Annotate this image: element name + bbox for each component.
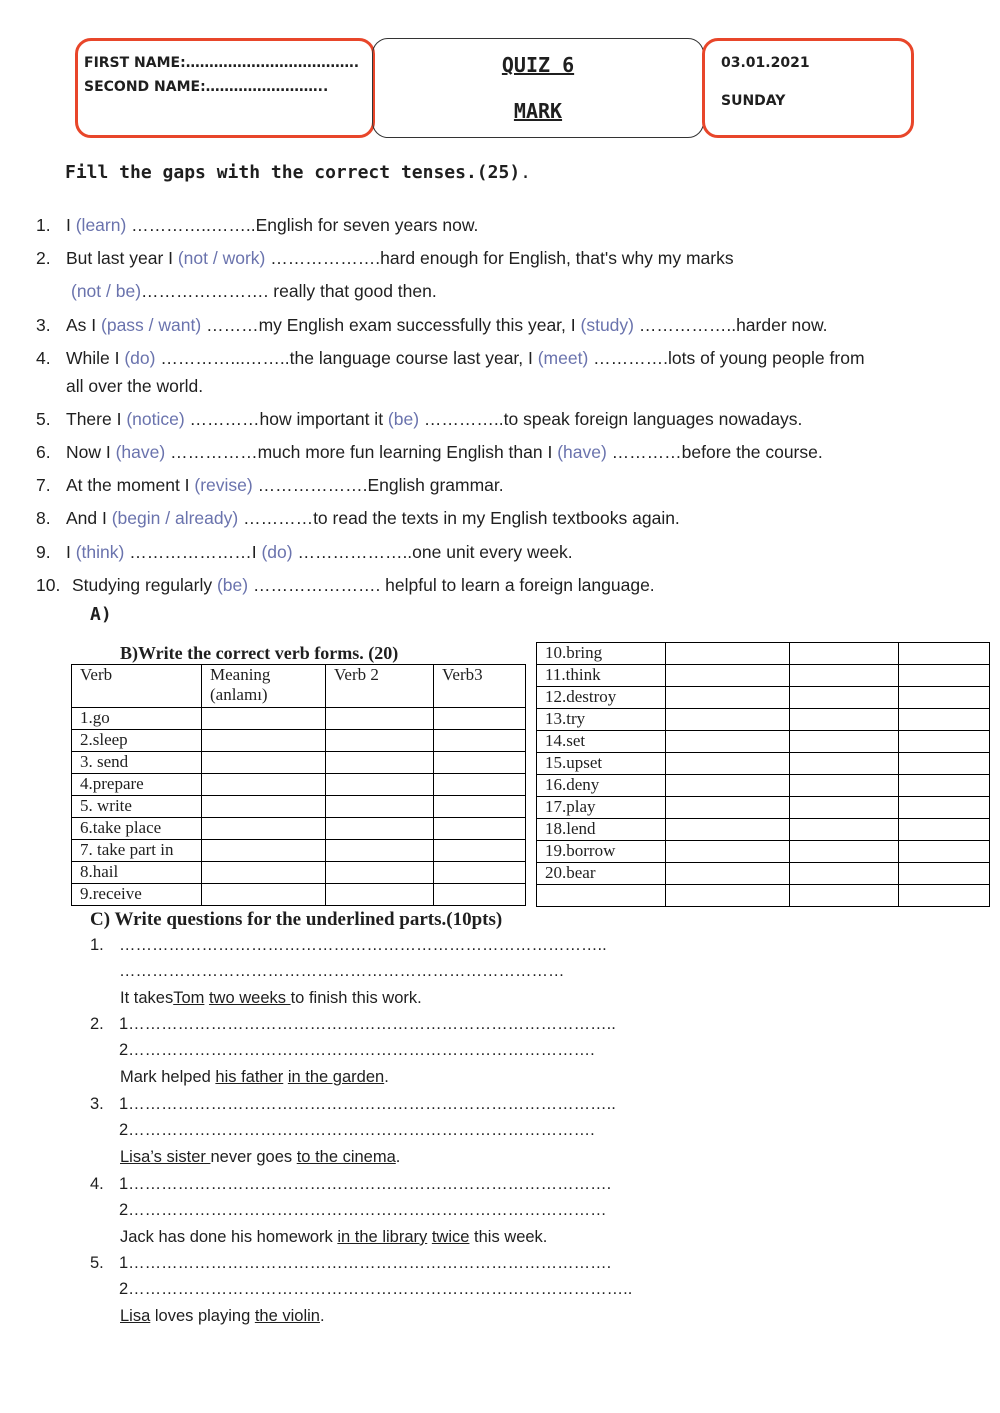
question-text: Studying regularly	[72, 575, 217, 595]
verb-hint: (revise)	[194, 475, 253, 495]
question-text: And I	[66, 508, 112, 528]
answer-cell[interactable]	[790, 709, 899, 731]
question-text: ………my English exam successfully this year, I	[201, 315, 581, 335]
sentence-text: .	[384, 1068, 389, 1086]
question-item[interactable]	[36, 344, 971, 372]
verb-hint: (be)	[387, 409, 420, 429]
question-number: 8.	[36, 508, 51, 528]
question-number: 5.	[90, 1254, 104, 1272]
answer-cell[interactable]	[899, 885, 990, 907]
answer-cell[interactable]	[666, 665, 790, 687]
answer-cell[interactable]	[790, 687, 899, 709]
answer-cell[interactable]	[899, 665, 990, 687]
verb-table-left	[71, 664, 526, 906]
answer-cell[interactable]	[434, 796, 526, 818]
question-number: 6.	[36, 442, 51, 462]
table-row	[537, 665, 990, 687]
verb-hint: (not / be)	[71, 281, 142, 301]
answer-cell[interactable]	[790, 863, 899, 885]
sentence-text: this week.	[469, 1228, 548, 1246]
question-text: But last year I	[66, 248, 178, 268]
question-text: …………..to speak foreign languages nowadays.	[419, 409, 803, 429]
sentence-text: to finish this work.	[290, 989, 422, 1007]
table-row	[537, 643, 990, 665]
answer-cell[interactable]	[202, 730, 326, 752]
question-item[interactable]	[36, 211, 971, 239]
answer-cell[interactable]	[899, 753, 990, 775]
second-name-field[interactable]: SECOND NAME:……………………..	[84, 79, 329, 95]
day-label: SUNDAY	[721, 93, 786, 109]
question-item[interactable]	[36, 244, 971, 272]
name-box	[75, 38, 375, 138]
question-item[interactable]	[36, 405, 971, 433]
verb-hint: (pass / want)	[101, 315, 202, 335]
underlined-part: the violin	[254, 1307, 320, 1325]
verb-hint: (do)	[261, 542, 293, 562]
table-row	[72, 840, 526, 862]
question-text: ……………..harder now.	[633, 315, 828, 335]
answer-cell[interactable]	[790, 753, 899, 775]
sentence-text: .	[319, 1307, 325, 1325]
answer-line[interactable]: 1…………………………………………………………………………….	[119, 1254, 612, 1272]
verb-table-right	[536, 642, 990, 907]
underlined-part: in the library	[337, 1228, 428, 1246]
verb-cell: 18.lend	[537, 819, 666, 841]
section-b-title: B)Write the correct verb forms. (20)	[120, 643, 399, 663]
answer-cell[interactable]	[434, 730, 526, 752]
question-continuation	[66, 372, 203, 400]
answer-cell[interactable]	[666, 643, 790, 665]
question-text: While I	[66, 348, 125, 368]
answer-line[interactable]: 2………………………………………………………………………….	[119, 1041, 595, 1059]
section-c-title: C) Write questions for the underlined parts.(10pts)	[90, 909, 503, 930]
verb-cell: 5. write	[72, 796, 202, 818]
quiz-box	[372, 38, 704, 138]
underlined-part: Lisa’s sister	[120, 1148, 211, 1166]
question-number: 4.	[90, 1175, 104, 1193]
verb-hint: (have)	[557, 442, 607, 462]
question-text: At the moment I	[66, 475, 195, 495]
answer-line[interactable]: 1……………………………………………………………………………..	[119, 1015, 616, 1033]
answer-line[interactable]: ………………………………………………………………………	[119, 962, 565, 980]
column-header: Verb 2	[326, 665, 434, 708]
table-row	[537, 885, 990, 907]
answer-cell[interactable]	[899, 841, 990, 863]
question-text: ……………….English grammar.	[252, 475, 504, 495]
answer-line[interactable]: 1…………………………………………………………………………….	[119, 1175, 612, 1193]
question-number: 3.	[36, 315, 51, 335]
table-row	[537, 687, 990, 709]
answer-cell[interactable]	[202, 796, 326, 818]
question-text: …………before the course.	[606, 442, 823, 462]
verb-cell	[537, 885, 666, 907]
answer-cell[interactable]	[202, 774, 326, 796]
verb-cell: 1.go	[72, 708, 202, 730]
answer-cell[interactable]	[434, 884, 526, 906]
verb-cell: 4.prepare	[72, 774, 202, 796]
quiz-title: QUIZ 6	[501, 53, 575, 77]
target-sentence	[120, 989, 422, 1008]
column-header: Meaning (anlamı)	[202, 665, 326, 708]
question-text: …………...……..the language course last year, I	[155, 348, 538, 368]
question-text: ……………much more fun learning English than I	[165, 442, 558, 462]
question-text: ……………….hard enough for English, that's why my marks	[265, 248, 734, 268]
verb-cell: 8.hail	[72, 862, 202, 884]
section-a-instruction: Fill the gaps with the correct tenses.(25).	[65, 162, 531, 183]
underlined-part: in the garden	[287, 1068, 385, 1086]
question-text: I	[66, 215, 76, 235]
target-sentence	[120, 1307, 325, 1326]
answer-cell[interactable]	[326, 708, 434, 730]
table-row	[72, 796, 526, 818]
verb-hint: (not / work)	[177, 248, 266, 268]
question-number: 2.	[90, 1015, 104, 1033]
answer-cell[interactable]	[666, 863, 790, 885]
answer-cell[interactable]	[202, 708, 326, 730]
answer-line[interactable]: ……………………………………………………………………………..	[119, 936, 607, 954]
answer-cell[interactable]	[202, 884, 326, 906]
question-item[interactable]	[36, 438, 971, 466]
answer-cell[interactable]	[666, 885, 790, 907]
question-text: ………….lots of young people from	[588, 348, 865, 368]
target-sentence	[120, 1148, 400, 1167]
section-a-label: A)	[90, 604, 112, 625]
verb-cell: 10.bring	[537, 643, 666, 665]
table-row	[72, 752, 526, 774]
answer-cell[interactable]	[326, 752, 434, 774]
question-continuation	[66, 277, 437, 305]
sentence-text: Mark helped	[120, 1068, 216, 1086]
question-item[interactable]	[36, 471, 971, 499]
column-header: Verb	[72, 665, 202, 708]
underlined-part: twice	[431, 1228, 470, 1246]
question-item[interactable]	[36, 571, 971, 599]
sentence-text: It takes	[120, 989, 174, 1007]
table-row	[72, 708, 526, 730]
table-row	[72, 818, 526, 840]
answer-cell[interactable]	[326, 774, 434, 796]
underlined-part: to the cinema	[296, 1148, 396, 1166]
answer-cell[interactable]	[326, 840, 434, 862]
verb-hint: (be)	[216, 575, 249, 595]
question-text: ………………..one unit every week.	[292, 542, 573, 562]
question-item[interactable]	[36, 504, 971, 532]
table-row	[537, 753, 990, 775]
question-number: 10.	[36, 575, 61, 595]
answer-cell[interactable]	[899, 863, 990, 885]
underlined-part: his father	[215, 1068, 284, 1086]
answer-cell[interactable]	[202, 752, 326, 774]
question-number: 7.	[36, 475, 51, 495]
answer-line[interactable]: 2………………………………………………………………………………..	[119, 1280, 633, 1298]
question-number: 3.	[90, 1095, 104, 1113]
table-row	[537, 709, 990, 731]
answer-cell[interactable]	[899, 731, 990, 753]
sentence-text: .	[395, 1148, 401, 1166]
answer-cell[interactable]	[666, 819, 790, 841]
table-row	[72, 862, 526, 884]
verb-cell: 20.bear	[537, 863, 666, 885]
answer-cell[interactable]	[790, 841, 899, 863]
answer-cell[interactable]	[202, 818, 326, 840]
verb-cell: 6.take place	[72, 818, 202, 840]
question-number: 5.	[36, 409, 51, 429]
verb-hint: (study)	[580, 315, 634, 335]
verb-cell: 19.borrow	[537, 841, 666, 863]
verb-cell: 16.deny	[537, 775, 666, 797]
table-row	[537, 775, 990, 797]
answer-cell[interactable]	[326, 818, 434, 840]
verb-cell: 12.destroy	[537, 687, 666, 709]
question-number: 1.	[36, 215, 51, 235]
question-item[interactable]	[36, 311, 971, 339]
answer-cell[interactable]	[326, 862, 434, 884]
question-text: There I	[66, 409, 127, 429]
answer-cell[interactable]	[790, 819, 899, 841]
question-text: all over the world.	[66, 376, 204, 396]
answer-cell[interactable]	[326, 884, 434, 906]
question-text: As I	[66, 315, 102, 335]
table-header-row	[72, 665, 526, 708]
verb-cell: 2.sleep	[72, 730, 202, 752]
answer-cell[interactable]	[899, 797, 990, 819]
answer-cell[interactable]	[666, 841, 790, 863]
question-text: …………………. really that good then.	[141, 281, 437, 301]
answer-cell[interactable]	[434, 708, 526, 730]
answer-cell[interactable]	[666, 709, 790, 731]
answer-cell[interactable]	[666, 797, 790, 819]
answer-cell[interactable]	[202, 862, 326, 884]
table-row	[537, 819, 990, 841]
question-number: 4.	[36, 348, 51, 368]
answer-line[interactable]: 2……………………………………………………………………………	[119, 1201, 607, 1219]
column-header: Verb3	[434, 665, 526, 708]
verb-hint: (learn)	[75, 215, 127, 235]
answer-cell[interactable]	[790, 665, 899, 687]
underlined-part: Tom	[173, 989, 205, 1007]
table-row	[72, 884, 526, 906]
table-row	[537, 863, 990, 885]
answer-cell[interactable]	[666, 731, 790, 753]
underlined-part: Lisa	[120, 1307, 151, 1325]
verb-hint: (notice)	[126, 409, 185, 429]
answer-cell[interactable]	[434, 840, 526, 862]
question-text: I	[66, 542, 76, 562]
answer-cell[interactable]	[434, 774, 526, 796]
verb-cell: 9.receive	[72, 884, 202, 906]
answer-cell[interactable]	[434, 862, 526, 884]
date-box	[702, 38, 914, 138]
sentence-text: Jack has done his homework	[120, 1228, 338, 1246]
question-text: Now I	[66, 442, 116, 462]
question-number: 1.	[90, 936, 104, 954]
underlined-part: two weeks	[208, 989, 291, 1007]
verb-hint: (do)	[124, 348, 156, 368]
date-label: 03.01.2021	[721, 55, 810, 71]
answer-cell[interactable]	[790, 885, 899, 907]
verb-cell: 17.play	[537, 797, 666, 819]
answer-cell[interactable]	[666, 775, 790, 797]
verb-hint: (think)	[75, 542, 125, 562]
question-text: …………how important it	[184, 409, 388, 429]
answer-cell[interactable]	[790, 643, 899, 665]
question-number: 9.	[36, 542, 51, 562]
verb-cell: 7. take part in	[72, 840, 202, 862]
answer-cell[interactable]	[899, 643, 990, 665]
question-text: …………………. helpful to learn a foreign language.	[248, 575, 655, 595]
question-text: …………to read the texts in my English textbooks again.	[238, 508, 680, 528]
answer-cell[interactable]	[326, 796, 434, 818]
verb-cell: 14.set	[537, 731, 666, 753]
verb-cell: 3. send	[72, 752, 202, 774]
verb-cell: 13.try	[537, 709, 666, 731]
answer-cell[interactable]	[202, 840, 326, 862]
answer-cell[interactable]	[326, 730, 434, 752]
table-row	[537, 841, 990, 863]
table-row	[537, 731, 990, 753]
answer-cell[interactable]	[434, 818, 526, 840]
verb-hint: (have)	[115, 442, 166, 462]
target-sentence	[120, 1228, 547, 1247]
answer-cell[interactable]	[790, 797, 899, 819]
mark-label: MARK	[513, 99, 563, 123]
answer-cell[interactable]	[899, 775, 990, 797]
answer-cell[interactable]	[899, 819, 990, 841]
question-item[interactable]	[36, 538, 971, 566]
answer-line[interactable]: 1……………………………………………………………………………..	[119, 1095, 616, 1113]
answer-cell[interactable]	[790, 775, 899, 797]
verb-hint: (meet)	[537, 348, 589, 368]
sentence-text: never goes	[210, 1148, 297, 1166]
table-row	[537, 797, 990, 819]
sentence-text: loves playing	[150, 1307, 255, 1325]
answer-cell[interactable]	[666, 687, 790, 709]
table-row	[72, 774, 526, 796]
question-text: …………..……..English for seven years now.	[126, 215, 479, 235]
first-name-field[interactable]: FIRST NAME:……………………………….	[84, 55, 360, 71]
answer-cell[interactable]	[790, 731, 899, 753]
answer-cell[interactable]	[666, 753, 790, 775]
table-row	[72, 730, 526, 752]
verb-hint: (begin / already)	[111, 508, 239, 528]
verb-cell: 15.upset	[537, 753, 666, 775]
answer-line[interactable]: 2………………………………………………………………………….	[119, 1121, 595, 1139]
answer-cell[interactable]	[434, 752, 526, 774]
question-number: 2.	[36, 248, 51, 268]
target-sentence	[120, 1068, 389, 1087]
answer-cell[interactable]	[899, 709, 990, 731]
answer-cell[interactable]	[899, 687, 990, 709]
verb-cell: 11.think	[537, 665, 666, 687]
question-text: …………………I	[124, 542, 262, 562]
